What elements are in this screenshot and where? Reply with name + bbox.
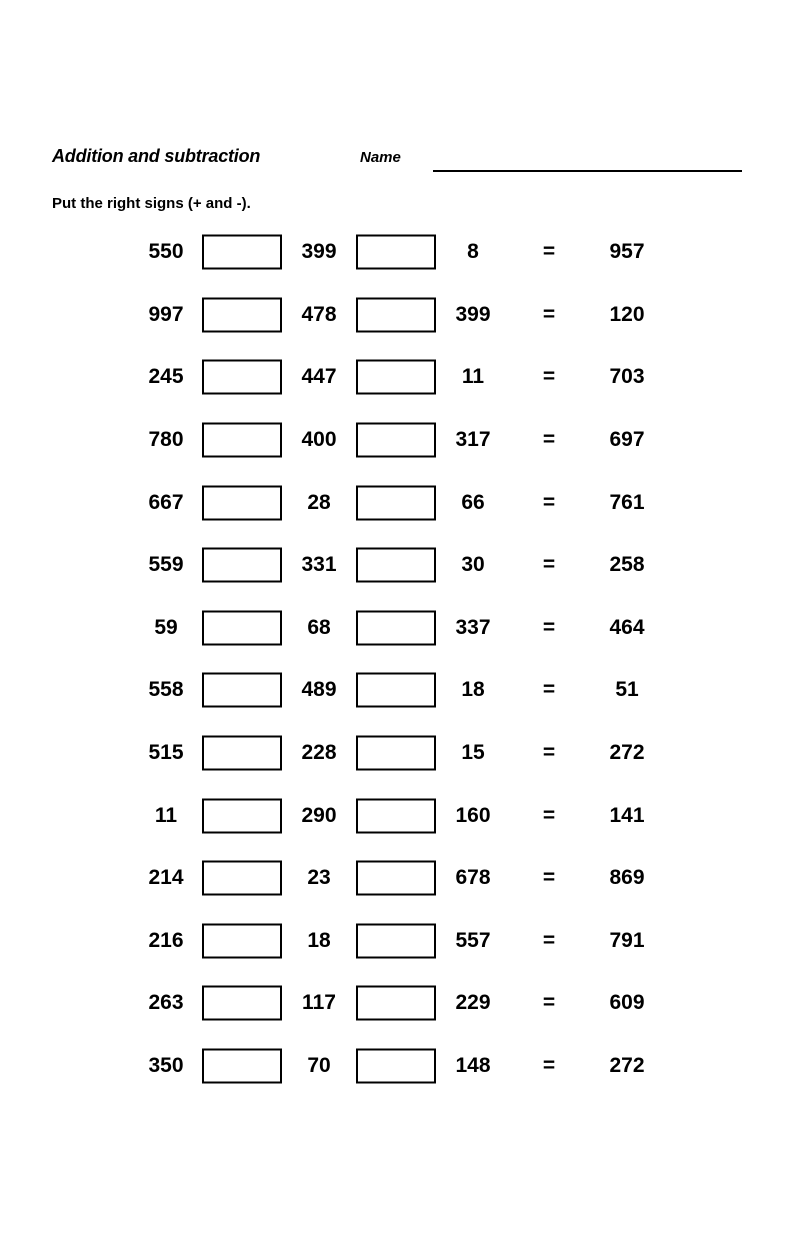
result-number: 272 bbox=[609, 1054, 645, 1078]
sign-answer-box-1[interactable] bbox=[202, 610, 282, 645]
sign-answer-box-2[interactable] bbox=[356, 297, 436, 332]
second-number: 18 bbox=[307, 928, 331, 952]
first-number: 59 bbox=[154, 615, 178, 639]
sign-answer-box-2[interactable] bbox=[356, 548, 436, 583]
first-number: 558 bbox=[148, 678, 184, 702]
result-number: 272 bbox=[609, 741, 645, 765]
first-number: 550 bbox=[148, 240, 184, 264]
sign-answer-box-1[interactable] bbox=[202, 736, 282, 771]
result-number: 51 bbox=[615, 678, 639, 702]
sign-answer-box-1[interactable] bbox=[202, 548, 282, 583]
result-number: 957 bbox=[609, 240, 645, 264]
sign-answer-box-2[interactable] bbox=[356, 423, 436, 458]
sign-answer-box-1[interactable] bbox=[202, 923, 282, 958]
sign-answer-box-2[interactable] bbox=[356, 798, 436, 833]
second-number: 28 bbox=[307, 490, 331, 514]
third-number: 229 bbox=[455, 991, 491, 1015]
first-number: 263 bbox=[148, 991, 184, 1015]
first-number: 214 bbox=[148, 866, 184, 890]
problem-row bbox=[0, 784, 794, 847]
equals-sign: = bbox=[542, 928, 556, 952]
equals-sign: = bbox=[542, 240, 556, 264]
sign-answer-box-2[interactable] bbox=[356, 673, 436, 708]
equals-sign: = bbox=[542, 1054, 556, 1078]
equals-sign: = bbox=[542, 678, 556, 702]
second-number: 23 bbox=[307, 866, 331, 890]
second-number: 331 bbox=[301, 553, 337, 577]
second-number: 447 bbox=[301, 365, 337, 389]
sign-answer-box-2[interactable] bbox=[356, 923, 436, 958]
result-number: 697 bbox=[609, 428, 645, 452]
sign-answer-box-1[interactable] bbox=[202, 861, 282, 896]
third-number: 337 bbox=[455, 615, 491, 639]
problem-list bbox=[0, 221, 794, 1097]
equals-sign: = bbox=[542, 991, 556, 1015]
sign-answer-box-1[interactable] bbox=[202, 673, 282, 708]
first-number: 245 bbox=[148, 365, 184, 389]
second-number: 478 bbox=[301, 302, 337, 326]
sign-answer-box-1[interactable] bbox=[202, 360, 282, 395]
second-number: 68 bbox=[307, 615, 331, 639]
equals-sign: = bbox=[542, 553, 556, 577]
problem-row bbox=[0, 534, 794, 597]
second-number: 117 bbox=[302, 991, 336, 1015]
sign-answer-box-1[interactable] bbox=[202, 798, 282, 833]
third-number: 148 bbox=[455, 1054, 491, 1078]
second-number: 489 bbox=[301, 678, 337, 702]
problem-row bbox=[0, 722, 794, 785]
sign-answer-box-1[interactable] bbox=[202, 1049, 282, 1084]
third-number: 160 bbox=[455, 803, 491, 827]
third-number: 678 bbox=[455, 866, 491, 890]
problem-row bbox=[0, 409, 794, 472]
third-number: 8 bbox=[467, 240, 479, 264]
first-number: 559 bbox=[148, 553, 184, 577]
problem-row bbox=[0, 346, 794, 409]
equals-sign: = bbox=[542, 302, 556, 326]
problem-row bbox=[0, 597, 794, 660]
third-number: 317 bbox=[455, 428, 491, 452]
name-label: Name bbox=[360, 149, 401, 166]
third-number: 15 bbox=[461, 741, 485, 765]
equals-sign: = bbox=[542, 803, 556, 827]
equals-sign: = bbox=[542, 866, 556, 890]
second-number: 70 bbox=[307, 1054, 331, 1078]
first-number: 11 bbox=[154, 803, 178, 827]
first-number: 667 bbox=[148, 490, 184, 514]
sign-answer-box-2[interactable] bbox=[356, 235, 436, 270]
sign-answer-box-2[interactable] bbox=[356, 986, 436, 1021]
problem-row bbox=[0, 847, 794, 910]
result-number: 464 bbox=[609, 615, 645, 639]
equals-sign: = bbox=[542, 490, 556, 514]
equals-sign: = bbox=[542, 428, 556, 452]
sign-answer-box-2[interactable] bbox=[356, 610, 436, 645]
result-number: 258 bbox=[609, 553, 645, 577]
equals-sign: = bbox=[542, 615, 556, 639]
result-number: 791 bbox=[609, 928, 645, 952]
sign-answer-box-1[interactable] bbox=[202, 986, 282, 1021]
second-number: 399 bbox=[301, 240, 337, 264]
third-number: 557 bbox=[455, 928, 491, 952]
result-number: 141 bbox=[609, 803, 645, 827]
problem-row bbox=[0, 659, 794, 722]
result-number: 609 bbox=[609, 991, 645, 1015]
problem-row bbox=[0, 471, 794, 534]
third-number: 66 bbox=[461, 490, 485, 514]
sign-answer-box-2[interactable] bbox=[356, 360, 436, 395]
first-number: 350 bbox=[148, 1054, 184, 1078]
third-number: 11 bbox=[461, 365, 485, 389]
second-number: 290 bbox=[301, 803, 337, 827]
equals-sign: = bbox=[542, 365, 556, 389]
third-number: 30 bbox=[461, 553, 485, 577]
third-number: 18 bbox=[461, 678, 485, 702]
sign-answer-box-1[interactable] bbox=[202, 423, 282, 458]
third-number: 399 bbox=[455, 302, 491, 326]
first-number: 997 bbox=[148, 302, 184, 326]
problem-row bbox=[0, 972, 794, 1035]
problem-row bbox=[0, 221, 794, 284]
sign-answer-box-1[interactable] bbox=[202, 485, 282, 520]
sign-answer-box-2[interactable] bbox=[356, 1049, 436, 1084]
result-number: 869 bbox=[609, 866, 645, 890]
worksheet-title: Addition and subtraction bbox=[52, 146, 261, 166]
result-number: 761 bbox=[609, 490, 645, 514]
equals-sign: = bbox=[542, 741, 556, 765]
instructions: Put the right signs (+ and -). bbox=[52, 195, 251, 212]
sign-answer-box-2[interactable] bbox=[356, 861, 436, 896]
result-number: 120 bbox=[609, 302, 645, 326]
first-number: 515 bbox=[148, 741, 184, 765]
first-number: 780 bbox=[148, 428, 184, 452]
problem-row bbox=[0, 284, 794, 347]
sign-answer-box-2[interactable] bbox=[356, 485, 436, 520]
second-number: 400 bbox=[301, 428, 337, 452]
first-number: 216 bbox=[148, 928, 184, 952]
result-number: 703 bbox=[609, 365, 645, 389]
problem-row bbox=[0, 910, 794, 973]
sign-answer-box-1[interactable] bbox=[202, 297, 282, 332]
problem-row bbox=[0, 1035, 794, 1098]
second-number: 228 bbox=[301, 741, 337, 765]
sign-answer-box-1[interactable] bbox=[202, 235, 282, 270]
name-field-line[interactable] bbox=[433, 170, 742, 172]
sign-answer-box-2[interactable] bbox=[356, 736, 436, 771]
